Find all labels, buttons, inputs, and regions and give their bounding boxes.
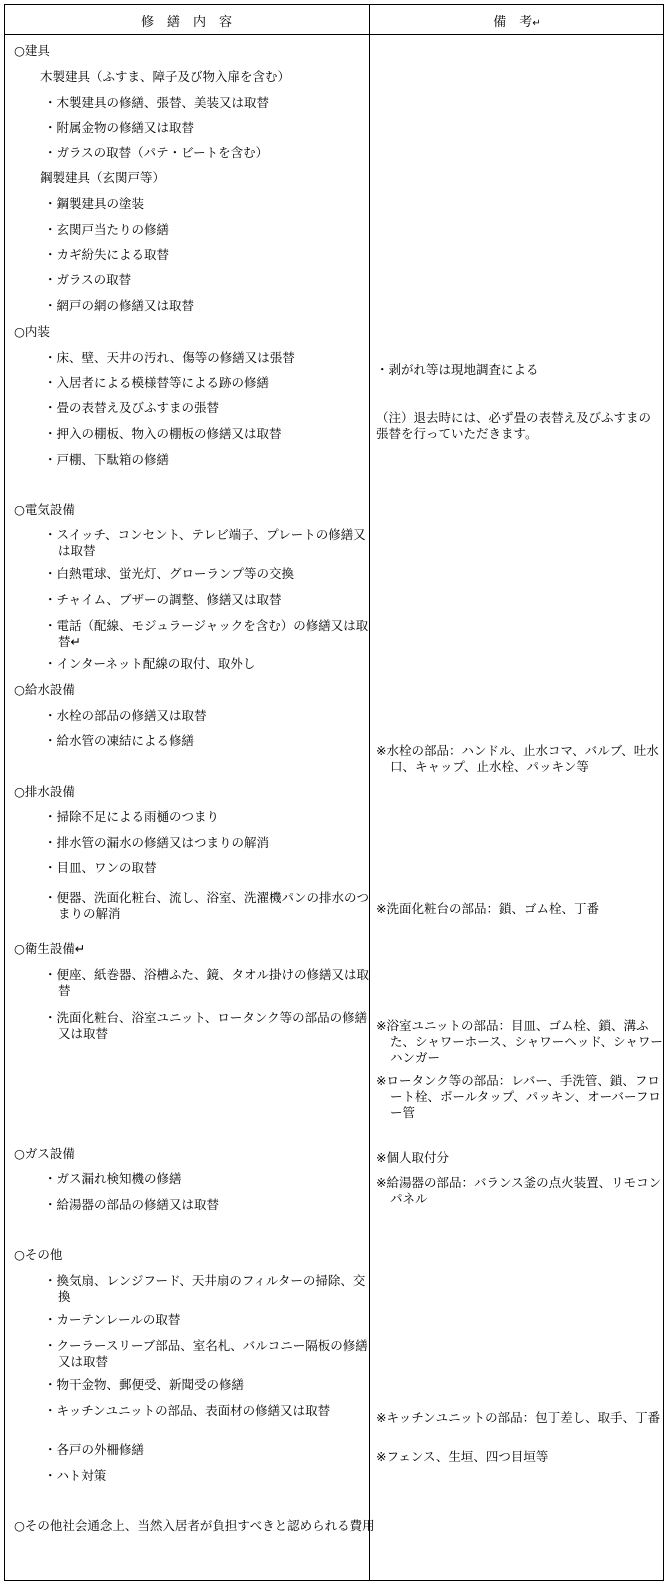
list-item: ・洗面化粧台、浴室ユニット、ロータンク等の部品の修繕又は取替 — [44, 1010, 368, 1041]
list-item: ・畳の表替え及びふすまの張替 — [44, 400, 220, 415]
remark-faucet-parts: ※水栓の部品：ハンドル、止水コマ、バルブ、吐水口、キャップ、止水栓、パッキン等 — [376, 743, 659, 774]
list-item: ・便器、洗面化粧台、流し、浴室、洗濯機パンの排水のつまりの解消 — [44, 890, 370, 921]
remark-personal-install: ※個人取付分 — [376, 1150, 449, 1165]
list-item: ・押入の棚板、物入の棚板の修繕又は取替 — [44, 426, 282, 441]
list-item: ・木製建具の修繕、張替、美装又は取替 — [44, 95, 270, 110]
remark-low-tank-parts: ※ロータンク等の部品：レバー、手洗管、鎖、フロート栓、ボールタップ、パッキン、オーバーフロー管 — [376, 1073, 661, 1120]
list-item: ・各戸の外柵修繕 — [44, 1442, 145, 1457]
list-item: ・スイッチ、コンセント、テレビ端子、プレートの修繕又は取替 — [44, 527, 366, 558]
remark-peeling: ・剥がれ等は現地調査による — [376, 362, 539, 377]
list-item: ・鋼製建具の塗装 — [44, 196, 145, 211]
header-content: 修 繕 内 容 — [140, 15, 232, 30]
list-item: ・カーテンレールの取替 — [44, 1312, 181, 1327]
list-item: ・ガス漏れ検知機の修繕 — [44, 1171, 182, 1186]
list-item: ・網戸の網の修繕又は取替 — [44, 298, 195, 313]
remark-kitchen-parts: ※キッチンユニットの部品：包丁差し、取手、丁番 — [376, 1410, 661, 1425]
list-item: ・水栓の部品の修繕又は取替 — [44, 708, 207, 723]
list-item: ・掃除不足による雨樋のつまり — [44, 809, 220, 824]
section-other: ○その他 — [14, 1247, 63, 1262]
list-item: ・排水管の漏水の修繕又はつまりの解消 — [44, 835, 270, 850]
list-item: ・附属金物の修繕又は取替 — [44, 120, 195, 135]
header-remarks: 備 考↵ — [493, 15, 541, 30]
list-item: ・電話（配線、モジュラージャックを含む）の修繕又は取替↵ — [44, 618, 369, 649]
list-item: ・ハト対策 — [44, 1468, 107, 1483]
section-interior: ○内装 — [14, 324, 50, 339]
list-item: ・ガラスの取替（パテ・ビートを含む） — [44, 145, 269, 160]
list-item: ・便座、紙巻器、浴槽ふた、鏡、タオル掛けの修繕又は取替 — [44, 967, 370, 998]
list-item: ・ガラスの取替 — [44, 272, 132, 287]
list-item: ・目皿、ワンの取替 — [44, 860, 157, 875]
subsection-steel-fittings: 鋼製建具（玄関戸等） — [40, 170, 166, 185]
list-item: ・戸棚、下駄箱の修繕 — [44, 452, 170, 467]
header-divider — [4, 34, 664, 35]
list-item: ・給水管の凍結による修繕 — [44, 733, 195, 748]
list-item: ・チャイム、ブザーの調整、修繕又は取替 — [44, 592, 282, 607]
list-item: ・入居者による模様替等による跡の修繕 — [44, 375, 270, 390]
section-sanitary: ○衛生設備↵ — [14, 941, 86, 956]
list-item: ・給湯器の部品の修繕又は取替 — [44, 1197, 220, 1212]
section-other-social-norm: ○その他社会通念上、当然入居者が負担すべきと認められる費用 — [14, 1518, 375, 1533]
remark-water-heater-parts: ※給湯器の部品：バランス釜の点火装置、リモコンパネル — [376, 1175, 662, 1206]
remark-move-out-note: （注）退去時には、必ず畳の表替え及びふすまの張替を行っていただきます。 — [376, 410, 652, 441]
remark-vanity-parts: ※洗面化粧台の部品：鎖、ゴム栓、丁番 — [376, 901, 599, 916]
section-gas: ○ガス設備 — [14, 1146, 75, 1161]
section-electrical: ○電気設備 — [14, 502, 75, 517]
list-item: ・カギ紛失による取替 — [44, 247, 170, 262]
list-item: ・玄関戸当たりの修繕 — [44, 222, 170, 237]
section-water-supply: ○給水設備 — [14, 682, 75, 697]
subsection-wood-fittings: 木製建具（ふすま、障子及び物入扉を含む） — [40, 69, 291, 84]
remark-fence: ※フェンス、生垣、四つ目垣等 — [376, 1449, 549, 1464]
section-fittings: ○建具 — [14, 43, 50, 58]
list-item: ・クーラースリーブ部品、室名札、バルコニー隔板の修繕又は取替 — [44, 1338, 368, 1369]
list-item: ・白熱電球、蛍光灯、グローランプ等の交換 — [44, 566, 295, 581]
section-drainage: ○排水設備 — [14, 784, 75, 799]
remark-bath-unit-parts: ※浴室ユニットの部品：目皿、ゴム栓、鎖、溝ふた、シャワーホース、シャワーヘッド、シャワーハンガー — [376, 1018, 663, 1065]
list-item: ・物干金物、郵便受、新聞受の修繕 — [44, 1377, 245, 1392]
list-item: ・床、壁、天井の汚れ、傷等の修繕又は張替 — [44, 350, 295, 365]
list-item: ・インターネット配線の取付、取外し — [44, 656, 256, 671]
list-item: ・キッチンユニットの部品、表面材の修繕又は取替 — [44, 1403, 331, 1418]
list-item: ・換気扇、レンジフード、天井扇のフィルターの掃除、交換 — [44, 1273, 366, 1304]
